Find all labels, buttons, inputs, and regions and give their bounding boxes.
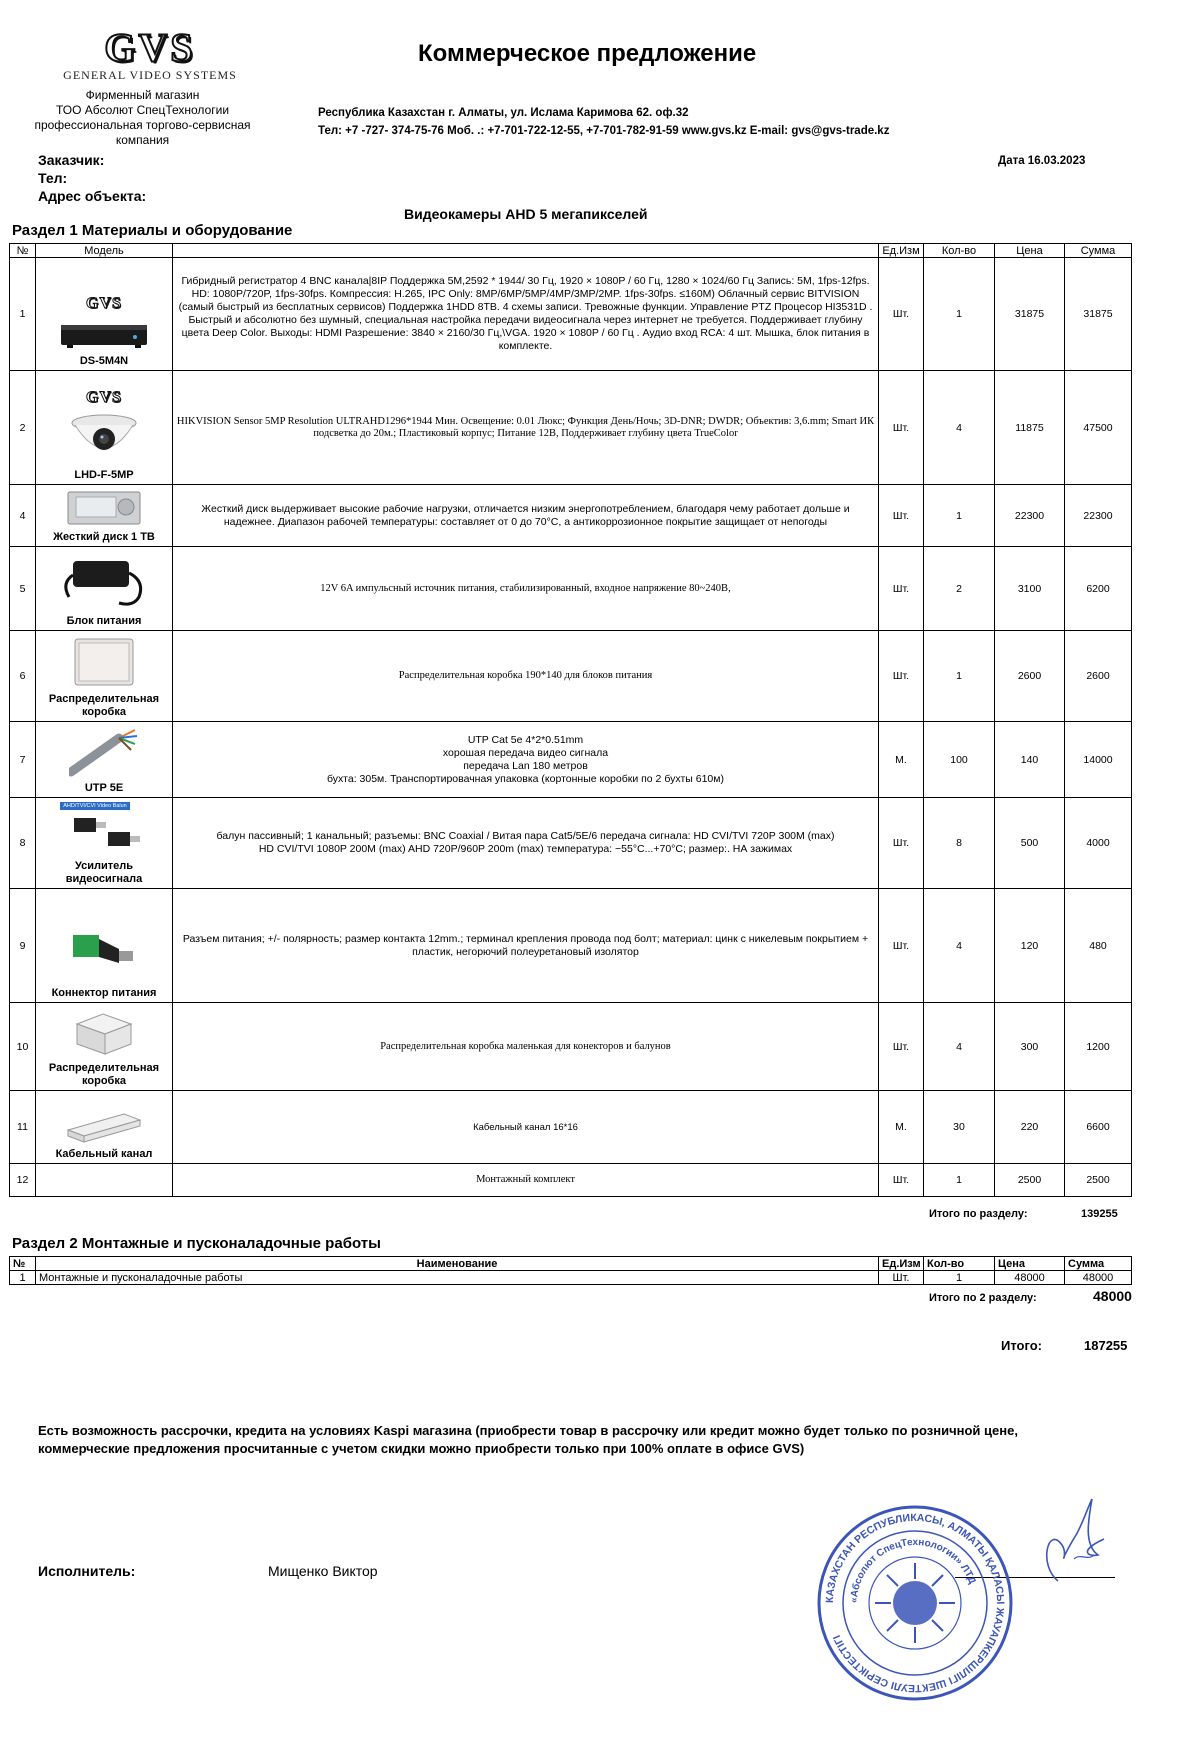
table-header-row: [10, 1257, 1132, 1271]
description-cell: 12V 6A импульсный источник питания, стабилизированный, входное напряжение 80~240В,: [173, 547, 879, 631]
description-cell: Разъем питания; +/- полярность; размер контакта 12mm.; терминал крепления провода под болт; материал: цинк с никелевым покрытием + пластик, негорючий полеуретановый изолятор: [173, 889, 879, 1003]
col-unit: Ед.Изм: [879, 244, 924, 258]
shop-line: компания: [115, 133, 170, 147]
executor-label: Исполнитель:: [38, 1563, 136, 1579]
utp-cable-image: [69, 728, 139, 778]
table-header-row: [10, 244, 1132, 258]
power-connector-image: [69, 929, 139, 983]
row-number: 5: [10, 547, 36, 631]
dome-camera-image: [69, 411, 139, 465]
phones-line: Тел: +7 -727- 374-75-76 Моб. .: +7-701-722-12-55, +7-701-782-91-59 www.gvs.kz E-mail: gvs@gvs-trade.kz: [318, 125, 890, 137]
row-number: 4: [10, 485, 36, 547]
qty-cell: 4: [924, 371, 995, 485]
qty-cell: 1: [924, 1271, 995, 1285]
section1-title: Раздел 1 Материалы и оборудование: [12, 222, 293, 239]
shop-line: ТОО Абсолют СпецТехнологии: [55, 103, 230, 117]
shop-info: [30, 88, 255, 148]
object-address-label: Адрес объекта:: [38, 188, 147, 204]
col-description: [173, 244, 879, 258]
qty-cell: 8: [924, 798, 995, 889]
sum-cell: 480: [1065, 889, 1132, 1003]
table-row: [10, 547, 1132, 631]
table-row: [10, 1091, 1132, 1164]
unit-cell: Шт.: [879, 547, 924, 631]
model-cell: [36, 1164, 173, 1197]
row-number: 1: [10, 258, 36, 371]
table-row: [10, 1271, 1132, 1285]
model-name: Блок питания: [66, 615, 142, 627]
power-supply-image: [59, 553, 149, 611]
sum-cell: 4000: [1065, 798, 1132, 889]
col-qty: Кол-во: [924, 1257, 995, 1271]
sum-cell: 47500: [1065, 371, 1132, 485]
unit-cell: Шт.: [879, 371, 924, 485]
phone-label: Тел:: [38, 170, 68, 186]
price-cell: 220: [995, 1091, 1065, 1164]
table-row: [10, 631, 1132, 722]
model-cell: [36, 485, 173, 547]
price-cell: 31875: [995, 258, 1065, 371]
model-cell: [36, 1091, 173, 1164]
section2-title: Раздел 2 Монтажные и пусконаладочные работы: [12, 1235, 381, 1252]
shop-line: Фирменный магазин: [85, 88, 200, 102]
video-balun-image: [64, 814, 144, 856]
qty-cell: 4: [924, 1003, 995, 1091]
col-price: Цена: [995, 244, 1065, 258]
gvs-logo-small: GVS: [86, 389, 122, 406]
col-model: Модель: [36, 244, 173, 258]
logo-text: GVS: [104, 25, 196, 70]
model-name: UTP 5E: [84, 782, 124, 794]
col-sum: Сумма: [1065, 1257, 1132, 1271]
table-row: [10, 1003, 1132, 1091]
section1-total-label: Итого по разделу:: [929, 1208, 1028, 1220]
stamp-inner-text: «Абсолют СпецТехнологии» ЛТД: [848, 1536, 978, 1604]
section2-total-label: Итого по 2 разделу:: [929, 1292, 1037, 1304]
table-row: [10, 485, 1132, 547]
sum-cell: 2600: [1065, 631, 1132, 722]
description-cell: Кабельный канал 16*16: [173, 1091, 879, 1164]
row-number: 6: [10, 631, 36, 722]
model-name: Кабельный канал: [55, 1148, 153, 1160]
row-number: 2: [10, 371, 36, 485]
description-cell: UTP Cat 5e 4*2*0.51mm хорошая передача видео сигнала передача Lan 180 метров бухта: 305м. Транспортировачная упаковка (кортонные коробки по 2 бухты 610м): [173, 722, 879, 798]
model-cell: [36, 547, 173, 631]
hard-drive-image: [64, 489, 144, 527]
table-row: [10, 371, 1132, 485]
description-cell: балун пассивный; 1 канальный; разъемы: BNC Coaxial / Витая пара Cat5/5E/6 передача сигнала: HD CVI/TVI 720P 300M (max) HD CVI/TVI 1080P 200M (max) AHD 720P/960P 200m (max) температура: −55°C...+70°C; размер:. НА зажимах: [173, 798, 879, 889]
grand-total-value: 187255: [1084, 1338, 1128, 1353]
table-row: [10, 889, 1132, 1003]
price-cell: 2600: [995, 631, 1065, 722]
model-cell: [36, 722, 173, 798]
qty-cell: 2: [924, 547, 995, 631]
installment-note: [38, 1422, 1018, 1458]
shop-line: профессиональная торгово-сервисная: [34, 118, 251, 132]
qty-cell: 1: [924, 631, 995, 722]
unit-cell: Шт.: [879, 798, 924, 889]
row-number: 9: [10, 889, 36, 1003]
executor-name: Мищенко Виктор: [268, 1563, 378, 1579]
address-line: Республика Казахстан г. Алматы, ул. Ислама Каримова 62. оф.32: [318, 107, 689, 119]
model-cell: [36, 1003, 173, 1091]
price-cell: 2500: [995, 1164, 1065, 1197]
gvs-logo-small: GVS: [86, 295, 122, 312]
dvr-recorder-image: [59, 317, 149, 351]
row-number: 8: [10, 798, 36, 889]
row-number: 1: [10, 1271, 36, 1285]
price-cell: 3100: [995, 547, 1065, 631]
section2-total-value: 48000: [1093, 1288, 1132, 1304]
col-qty: Кол-во: [924, 244, 995, 258]
description-cell: Распределительная коробка маленькая для конекторов и балунов: [173, 1003, 879, 1091]
signature-image: [1018, 1495, 1114, 1585]
description-cell: Жесткий диск выдерживает высокие рабочие нагрузки, отличается низким энергопотреблением, благодаря чему работает дольше и надежнее. Диапазон рабочей температуры: составляет от 0 до 70°С, а антикоррозионное покрытие защищает от непогоды: [173, 485, 879, 547]
model-name: Коннектор питания: [51, 987, 157, 999]
work-name-cell: Монтажные и пусконаладочные работы: [36, 1271, 879, 1285]
customer-label: Заказчик:: [38, 152, 105, 168]
sum-cell: 14000: [1065, 722, 1132, 798]
note-line: коммерческие предложения просчитанные с учетом скидки можно приобрести только при 100% оплате в офисе GVS): [38, 1441, 805, 1456]
company-stamp: [815, 1503, 1015, 1703]
qty-cell: 30: [924, 1091, 995, 1164]
section1-total-value: 139255: [1081, 1208, 1118, 1220]
table-row: [10, 798, 1132, 889]
sum-cell: 6600: [1065, 1091, 1132, 1164]
model-cell: [36, 371, 173, 485]
unit-cell: Шт.: [879, 1003, 924, 1091]
document-date: Дата 16.03.2023: [998, 155, 1086, 167]
sum-cell: 1200: [1065, 1003, 1132, 1091]
client-info: [38, 151, 146, 205]
description-cell: HIKVISION Sensor 5MP Resolution ULTRAHD1296*1944 Мин. Освещение: 0.01 Люкс; Функция День/Ночь; 3D-DNR; DWDR; Объектив: 3,6.mm; Smart ИК подсветка до 20м.; Пластиковый корпус; Питание 12В, Поддерживает глубину цвета TrueColor: [173, 371, 879, 485]
table-row: [10, 1164, 1132, 1197]
company-address: [318, 104, 889, 140]
sum-cell: 22300: [1065, 485, 1132, 547]
row-number: 12: [10, 1164, 36, 1197]
qty-cell: 4: [924, 889, 995, 1003]
price-cell: 120: [995, 889, 1065, 1003]
sum-cell: 2500: [1065, 1164, 1132, 1197]
unit-cell: Шт.: [879, 485, 924, 547]
unit-cell: Шт.: [879, 1271, 924, 1285]
model-cell: [36, 798, 173, 889]
note-line: Есть возможность рассрочки, кредита на условиях Kaspi магазина (приобрести товар в рассрочку или кредит можно будет только по розничной цене,: [38, 1423, 1018, 1438]
offer-subtitle: Видеокамеры AHD 5 мегапикселей: [404, 206, 648, 222]
price-cell: 11875: [995, 371, 1065, 485]
unit-cell: Шт.: [879, 258, 924, 371]
row-number: 7: [10, 722, 36, 798]
company-logo: [60, 25, 240, 83]
price-cell: 140: [995, 722, 1065, 798]
table-row: [10, 722, 1132, 798]
page-title: Коммерческое предложение: [418, 40, 757, 67]
qty-cell: 1: [924, 485, 995, 547]
grand-total-label: Итого:: [1001, 1338, 1042, 1353]
price-cell: 22300: [995, 485, 1065, 547]
unit-cell: Шт.: [879, 631, 924, 722]
sum-cell: 48000: [1065, 1271, 1132, 1285]
cable-channel-image: [64, 1106, 144, 1144]
price-cell: 500: [995, 798, 1065, 889]
model-cell: [36, 889, 173, 1003]
model-name: Усилитель видеосигнала: [65, 860, 143, 885]
qty-cell: 1: [924, 258, 995, 371]
model-name: DS-5M4N: [79, 355, 129, 367]
qty-cell: 100: [924, 722, 995, 798]
table-row: [10, 258, 1132, 371]
price-cell: 48000: [995, 1271, 1065, 1285]
col-name: Наименование: [36, 1257, 879, 1271]
stamp-outer-text: КАЗАХСТАН РЕСПУБЛИКАСЫ, АЛМАТЫ ҚАЛАСЫ ЖАУАПКЕРШІЛІГІ ШЕКТЕУЛІ СЕРІКТЕСТІГІ: [823, 1511, 1007, 1695]
balun-box-label: AHD/TVI/CVI Video Balun: [60, 802, 130, 810]
sum-cell: 31875: [1065, 258, 1132, 371]
works-table: [9, 1256, 1132, 1285]
col-sum: Сумма: [1065, 244, 1132, 258]
col-unit: Ед.Изм: [879, 1257, 924, 1271]
description-cell: Гибридный регистратор 4 BNC канала|8IP Поддержка 5M,2592 * 1944/ 30 Гц, 1920 × 1080P / 60 Гц, 1280 × 1024/60 Гц Запись: 5M, 1fps-12fps. HD: 1080P/720P, 1fps-30fps. Компрессия: H.265, IPC Only: 8MP/6MP/5MP/4MP/3MP/2MP. 1fps-30fps. ≤160M) Облачный сервис BITVISION (самый быстрый из бесплатных сервисов) Поддержка 1HDD 8TB. 4 схемы записи. Тревожные функции. Управление PTZ Процесор HI3531D . Быстрый и абсолютно без шумный, специальная настройка передачи видеосигнала через интернет не требуется. Поддерживает глубину цвета Deep Color. Выходы: HDMI Разрешение: 3840 × 2160/30 Гц,\VGA. 1920 × 1080P / 60 Гц . Аудио вход RCA: 4 шт. Мышка, блок питания в комплекте.: [173, 258, 879, 371]
junction-box-image: [69, 635, 139, 689]
unit-cell: Шт.: [879, 1164, 924, 1197]
price-cell: 300: [995, 1003, 1065, 1091]
model-name: LHD-F-5MP: [74, 469, 134, 481]
sum-cell: 6200: [1065, 547, 1132, 631]
unit-cell: М.: [879, 1091, 924, 1164]
unit-cell: М.: [879, 722, 924, 798]
col-number: №: [10, 1257, 36, 1271]
model-name: Распределительная коробка: [48, 693, 160, 718]
model-cell: [36, 631, 173, 722]
model-name: Жесткий диск 1 ТВ: [53, 531, 155, 543]
col-number: №: [10, 244, 36, 258]
col-price: Цена: [995, 1257, 1065, 1271]
description-cell: Распределительная коробка 190*140 для блоков питания: [173, 631, 879, 722]
description-cell: Монтажный комплект: [173, 1164, 879, 1197]
row-number: 11: [10, 1091, 36, 1164]
logo-subtitle: GENERAL VIDEO SYSTEMS: [63, 68, 237, 82]
materials-table: [9, 243, 1132, 1197]
small-junction-box-image: [69, 1010, 139, 1058]
model-name: Распределительная коробка: [48, 1062, 160, 1087]
model-cell: [36, 258, 173, 371]
row-number: 10: [10, 1003, 36, 1091]
unit-cell: Шт.: [879, 889, 924, 1003]
qty-cell: 1: [924, 1164, 995, 1197]
